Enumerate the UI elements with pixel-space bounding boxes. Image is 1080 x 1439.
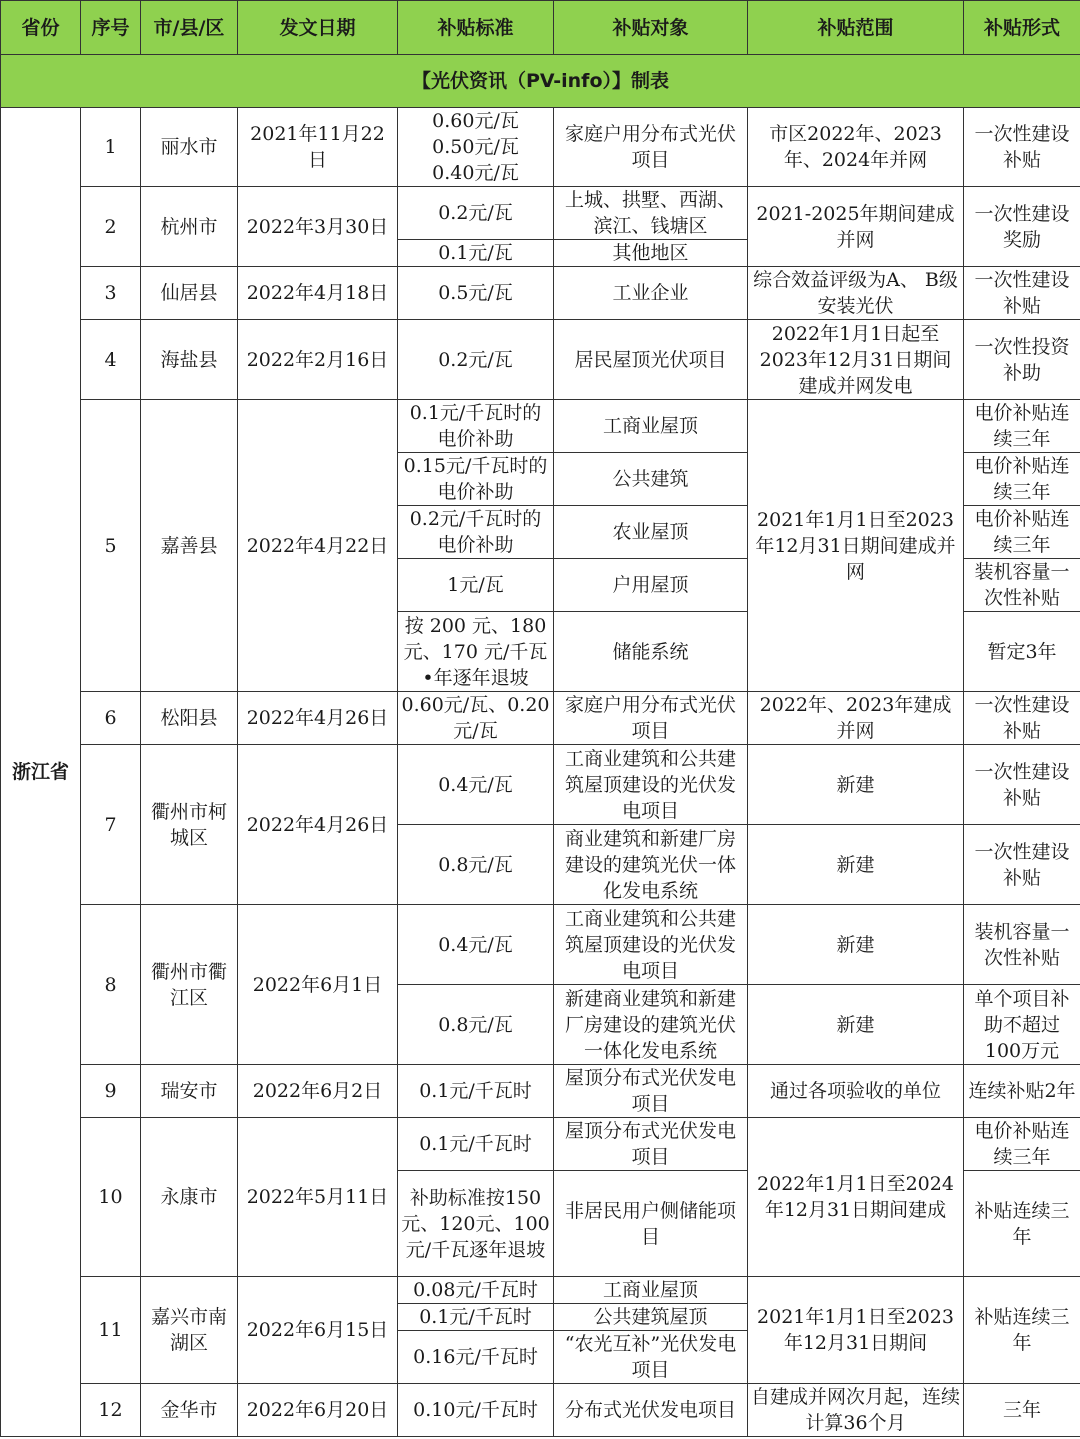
province-cell: 浙江省 [1, 108, 81, 1437]
header-date: 发文日期 [238, 1, 398, 55]
row-date: 2022年5月11日 [238, 1118, 398, 1277]
row-scope: 2021-2025年期间建成并网 [748, 187, 964, 267]
row-form: 补贴连续三年 [964, 1277, 1080, 1384]
row-form: 一次性建设补贴 [964, 825, 1080, 905]
row-target: 上城、拱墅、西湖、滨江、钱塘区 [554, 187, 748, 240]
row-target: 工商业建筑和公共建筑屋顶建设的光伏发电项目 [554, 745, 748, 825]
row-no: 9 [81, 1065, 141, 1118]
row-no: 5 [81, 400, 141, 692]
row-city: 仙居县 [141, 267, 238, 320]
table-row [1, 745, 1080, 825]
row-city: 金华市 [141, 1384, 238, 1437]
row-target: 公共建筑屋顶 [554, 1304, 748, 1331]
row-scope: 自建成并网次月起，连续计算36个月 [748, 1384, 964, 1437]
row-standard: 0.15元/千瓦时的电价补助 [398, 453, 554, 506]
header-city: 市/县/区 [141, 1, 238, 55]
row-target: 屋顶分布式光伏发电项目 [554, 1065, 748, 1118]
row-scope: 新建 [748, 985, 964, 1065]
row-standard: 0.10元/千瓦时 [398, 1384, 554, 1437]
row-target: 非居民用户侧储能项目 [554, 1171, 748, 1277]
row-date: 2022年6月2日 [238, 1065, 398, 1118]
row-form: 一次性建设补贴 [964, 692, 1080, 745]
header-row [1, 1, 1080, 55]
row-scope: 市区2022年、2023年、2024年并网 [748, 108, 964, 187]
row-form: 暂定3年 [964, 612, 1080, 692]
row-city: 海盐县 [141, 320, 238, 400]
header-standard: 补贴标准 [398, 1, 554, 55]
row-target: 其他地区 [554, 240, 748, 267]
row-target: 居民屋顶光伏项目 [554, 320, 748, 400]
row-standard: 补助标准按150元、120元、100元/千瓦逐年退坡 [398, 1171, 554, 1277]
row-no: 1 [81, 108, 141, 187]
table-banner: 【光伏资讯（PV-info）】制表 [1, 55, 1080, 108]
row-scope: 通过各项验收的单位 [748, 1065, 964, 1118]
row-target: 工商业屋顶 [554, 1277, 748, 1304]
row-standard: 0.16元/千瓦时 [398, 1331, 554, 1384]
row-form: 补贴连续三年 [964, 1171, 1080, 1277]
row-target: 农业屋顶 [554, 506, 748, 559]
row-standard: 1元/瓦 [398, 559, 554, 612]
table-row [1, 692, 1080, 745]
row-city: 丽水市 [141, 108, 238, 187]
row-target: 户用屋顶 [554, 559, 748, 612]
row-form: 电价补贴连续三年 [964, 1118, 1080, 1171]
row-standard: 0.2元/瓦 [398, 187, 554, 240]
row-standard: 0.60元/瓦 0.50元/瓦 0.40元/瓦 [398, 108, 554, 187]
row-date: 2022年6月20日 [238, 1384, 398, 1437]
row-target: 家庭户用分布式光伏项目 [554, 108, 748, 187]
row-form: 一次性建设补贴 [964, 745, 1080, 825]
table-row [1, 905, 1080, 985]
row-city: 嘉善县 [141, 400, 238, 692]
row-scope: 新建 [748, 905, 964, 985]
table-row [1, 267, 1080, 320]
row-city: 松阳县 [141, 692, 238, 745]
row-city: 衢州市柯城区 [141, 745, 238, 905]
row-standard: 0.4元/瓦 [398, 905, 554, 985]
row-no: 3 [81, 267, 141, 320]
row-no: 8 [81, 905, 141, 1065]
table-row [1, 1065, 1080, 1118]
header-form: 补贴形式 [964, 1, 1080, 55]
row-standard: 0.8元/瓦 [398, 985, 554, 1065]
row-scope: 新建 [748, 745, 964, 825]
row-date: 2022年6月15日 [238, 1277, 398, 1384]
row-date: 2021年11月22日 [238, 108, 398, 187]
row-target: 分布式光伏发电项目 [554, 1384, 748, 1437]
row-form: 一次性建设奖励 [964, 187, 1080, 267]
table-row [1, 1384, 1080, 1437]
row-target: 屋顶分布式光伏发电项目 [554, 1118, 748, 1171]
row-form: 装机容量一次性补贴 [964, 559, 1080, 612]
row-form: 一次性建设补贴 [964, 108, 1080, 187]
row-form: 三年 [964, 1384, 1080, 1437]
row-standard: 0.1元/千瓦时的电价补助 [398, 400, 554, 453]
row-standard: 0.5元/瓦 [398, 267, 554, 320]
table-row [1, 400, 1080, 453]
row-no: 7 [81, 745, 141, 905]
row-scope: 综合效益评级为A、 B级安装光伏 [748, 267, 964, 320]
banner-row [1, 55, 1080, 108]
row-date: 2022年6月1日 [238, 905, 398, 1065]
row-scope: 2021年1月1日至2023年12月31日期间 [748, 1277, 964, 1384]
row-no: 4 [81, 320, 141, 400]
row-target: “农光互补”光伏发电项目 [554, 1331, 748, 1384]
row-form: 一次性建设补贴 [964, 267, 1080, 320]
table-row [1, 1118, 1080, 1171]
row-target: 商业建筑和新建厂房建设的建筑光伏一体化发电系统 [554, 825, 748, 905]
row-standard: 0.1元/千瓦时 [398, 1065, 554, 1118]
row-standard: 0.1元/千瓦时 [398, 1118, 554, 1171]
table-row [1, 108, 1080, 187]
row-target: 工商业屋顶 [554, 400, 748, 453]
row-target: 公共建筑 [554, 453, 748, 506]
row-date: 2022年4月22日 [238, 400, 398, 692]
row-date: 2022年4月26日 [238, 745, 398, 905]
row-scope: 新建 [748, 825, 964, 905]
row-date: 2022年4月26日 [238, 692, 398, 745]
row-city: 永康市 [141, 1118, 238, 1277]
row-scope: 2022年1月1日起至2023年12月31日期间建成并网发电 [748, 320, 964, 400]
row-no: 10 [81, 1118, 141, 1277]
row-target: 新建商业建筑和新建厂房建设的建筑光伏一体化发电系统 [554, 985, 748, 1065]
row-target: 储能系统 [554, 612, 748, 692]
row-target: 工业企业 [554, 267, 748, 320]
header-province: 省份 [1, 1, 81, 55]
row-standard: 0.60元/瓦、0.20元/瓦 [398, 692, 554, 745]
row-no: 12 [81, 1384, 141, 1437]
row-standard: 0.08元/千瓦时 [398, 1277, 554, 1304]
row-form: 电价补贴连续三年 [964, 506, 1080, 559]
row-standard: 按 200 元、180 元、170 元/千瓦•年逐年退坡 [398, 612, 554, 692]
row-no: 6 [81, 692, 141, 745]
row-form: 电价补贴连续三年 [964, 400, 1080, 453]
row-form: 装机容量一次性补贴 [964, 905, 1080, 985]
row-no: 2 [81, 187, 141, 267]
row-city: 衢州市衢江区 [141, 905, 238, 1065]
row-date: 2022年3月30日 [238, 187, 398, 267]
row-scope: 2022年1月1日至2024年12月31日期间建成 [748, 1118, 964, 1277]
row-city: 瑞安市 [141, 1065, 238, 1118]
row-scope: 2021年1月1日至2023年12月31日期间建成并网 [748, 400, 964, 692]
row-standard: 0.1元/千瓦时 [398, 1304, 554, 1331]
row-date: 2022年4月18日 [238, 267, 398, 320]
row-standard: 0.8元/瓦 [398, 825, 554, 905]
table-row [1, 320, 1080, 400]
row-date: 2022年2月16日 [238, 320, 398, 400]
row-form: 单个项目补助不超过100万元 [964, 985, 1080, 1065]
row-form: 一次性投资补助 [964, 320, 1080, 400]
row-standard: 0.2元/千瓦时的电价补助 [398, 506, 554, 559]
row-scope: 2022年、2023年建成并网 [748, 692, 964, 745]
row-standard: 0.1元/瓦 [398, 240, 554, 267]
row-standard: 0.4元/瓦 [398, 745, 554, 825]
row-no: 11 [81, 1277, 141, 1384]
row-city: 杭州市 [141, 187, 238, 267]
row-form: 连续补贴2年 [964, 1065, 1080, 1118]
table-row [1, 1277, 1080, 1304]
row-form: 电价补贴连续三年 [964, 453, 1080, 506]
header-target: 补贴对象 [554, 1, 748, 55]
row-standard: 0.2元/瓦 [398, 320, 554, 400]
header-no: 序号 [81, 1, 141, 55]
row-target: 工商业建筑和公共建筑屋顶建设的光伏发电项目 [554, 905, 748, 985]
row-city: 嘉兴市南湖区 [141, 1277, 238, 1384]
header-scope: 补贴范围 [748, 1, 964, 55]
table-row [1, 187, 1080, 240]
row-target: 家庭户用分布式光伏项目 [554, 692, 748, 745]
